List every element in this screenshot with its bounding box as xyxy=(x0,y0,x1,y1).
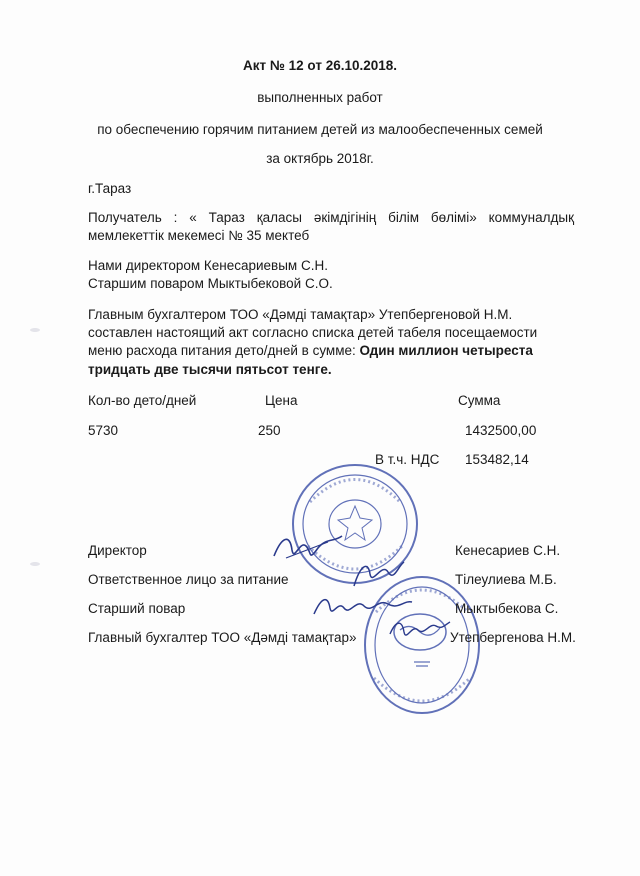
cell-price: 250 xyxy=(258,423,281,438)
sign-role-cook: Старший повар xyxy=(88,601,186,616)
sign-role-responsible: Ответственное лицо за питание xyxy=(88,572,289,587)
sign-name-accountant: Утепбергенова Н.М. xyxy=(450,630,576,645)
city: г.Тараз xyxy=(88,181,132,196)
sign-name-responsible: Тілеулиева М.Б. xyxy=(455,572,557,587)
cell-sum: 1432500,00 xyxy=(465,423,537,438)
amount-in-words-part-2: тридцать две тысячи пятьсот тенге. xyxy=(88,362,332,377)
sign-role-accountant: Главный бухгалтер ТОО «Дәмді тамақтар» xyxy=(88,630,357,645)
recipient-line-1: Получатель : « Тараз қаласы әкімдігінің білім бөлімі» коммуналдық xyxy=(88,210,574,225)
school-stamp xyxy=(290,462,420,586)
recipient-line-2: мемлекеттік мекемесі № 35 мектеб xyxy=(88,228,310,243)
amount-in-words-part-1: Один миллион четыреста xyxy=(359,343,533,358)
party-cook: Старшим поваром Мыктыбековой С.О. xyxy=(88,276,333,291)
act-subject: по обеспечению горячим питанием детей из малообеспеченных семей xyxy=(97,122,543,137)
responsible-signature xyxy=(348,556,408,592)
accountant-signature xyxy=(384,612,454,648)
col-header-qty: Кол-во дето/дней xyxy=(88,393,197,408)
vat-value: 153482,14 xyxy=(465,452,529,467)
cook-signature xyxy=(308,590,418,626)
act-period: за октябрь 2018г. xyxy=(266,151,374,166)
body-line-1: Главным бухгалтером ТОО «Дәмді тамақтар» Утепбергеновой Н.М. xyxy=(88,307,513,322)
director-signature xyxy=(268,528,348,568)
punch-hole-mark xyxy=(30,328,40,332)
act-subtitle: выполненных работ xyxy=(257,90,383,105)
col-header-sum: Сумма xyxy=(458,393,501,408)
party-director: Нами директором Кенесариевым С.Н. xyxy=(88,258,328,273)
punch-hole-mark xyxy=(30,562,40,566)
body-line-2: составлен настоящий акт согласно списка детей табеля посещаемости xyxy=(88,325,538,340)
body-line-3-text: меню расхода питания дето/дней в сумме: xyxy=(88,343,360,358)
body-line-3 xyxy=(88,343,533,359)
act-title: Акт № 12 от 26.10.2018. xyxy=(242,58,398,73)
vat-label: В т.ч. НДС xyxy=(375,452,440,467)
sign-name-director: Кенесариев С.Н. xyxy=(455,543,561,558)
sign-role-director: Директор xyxy=(88,543,147,558)
col-header-price: Цена xyxy=(265,393,298,408)
sign-name-cook: Мыктыбекова С. xyxy=(455,601,559,616)
cell-qty: 5730 xyxy=(88,423,119,438)
